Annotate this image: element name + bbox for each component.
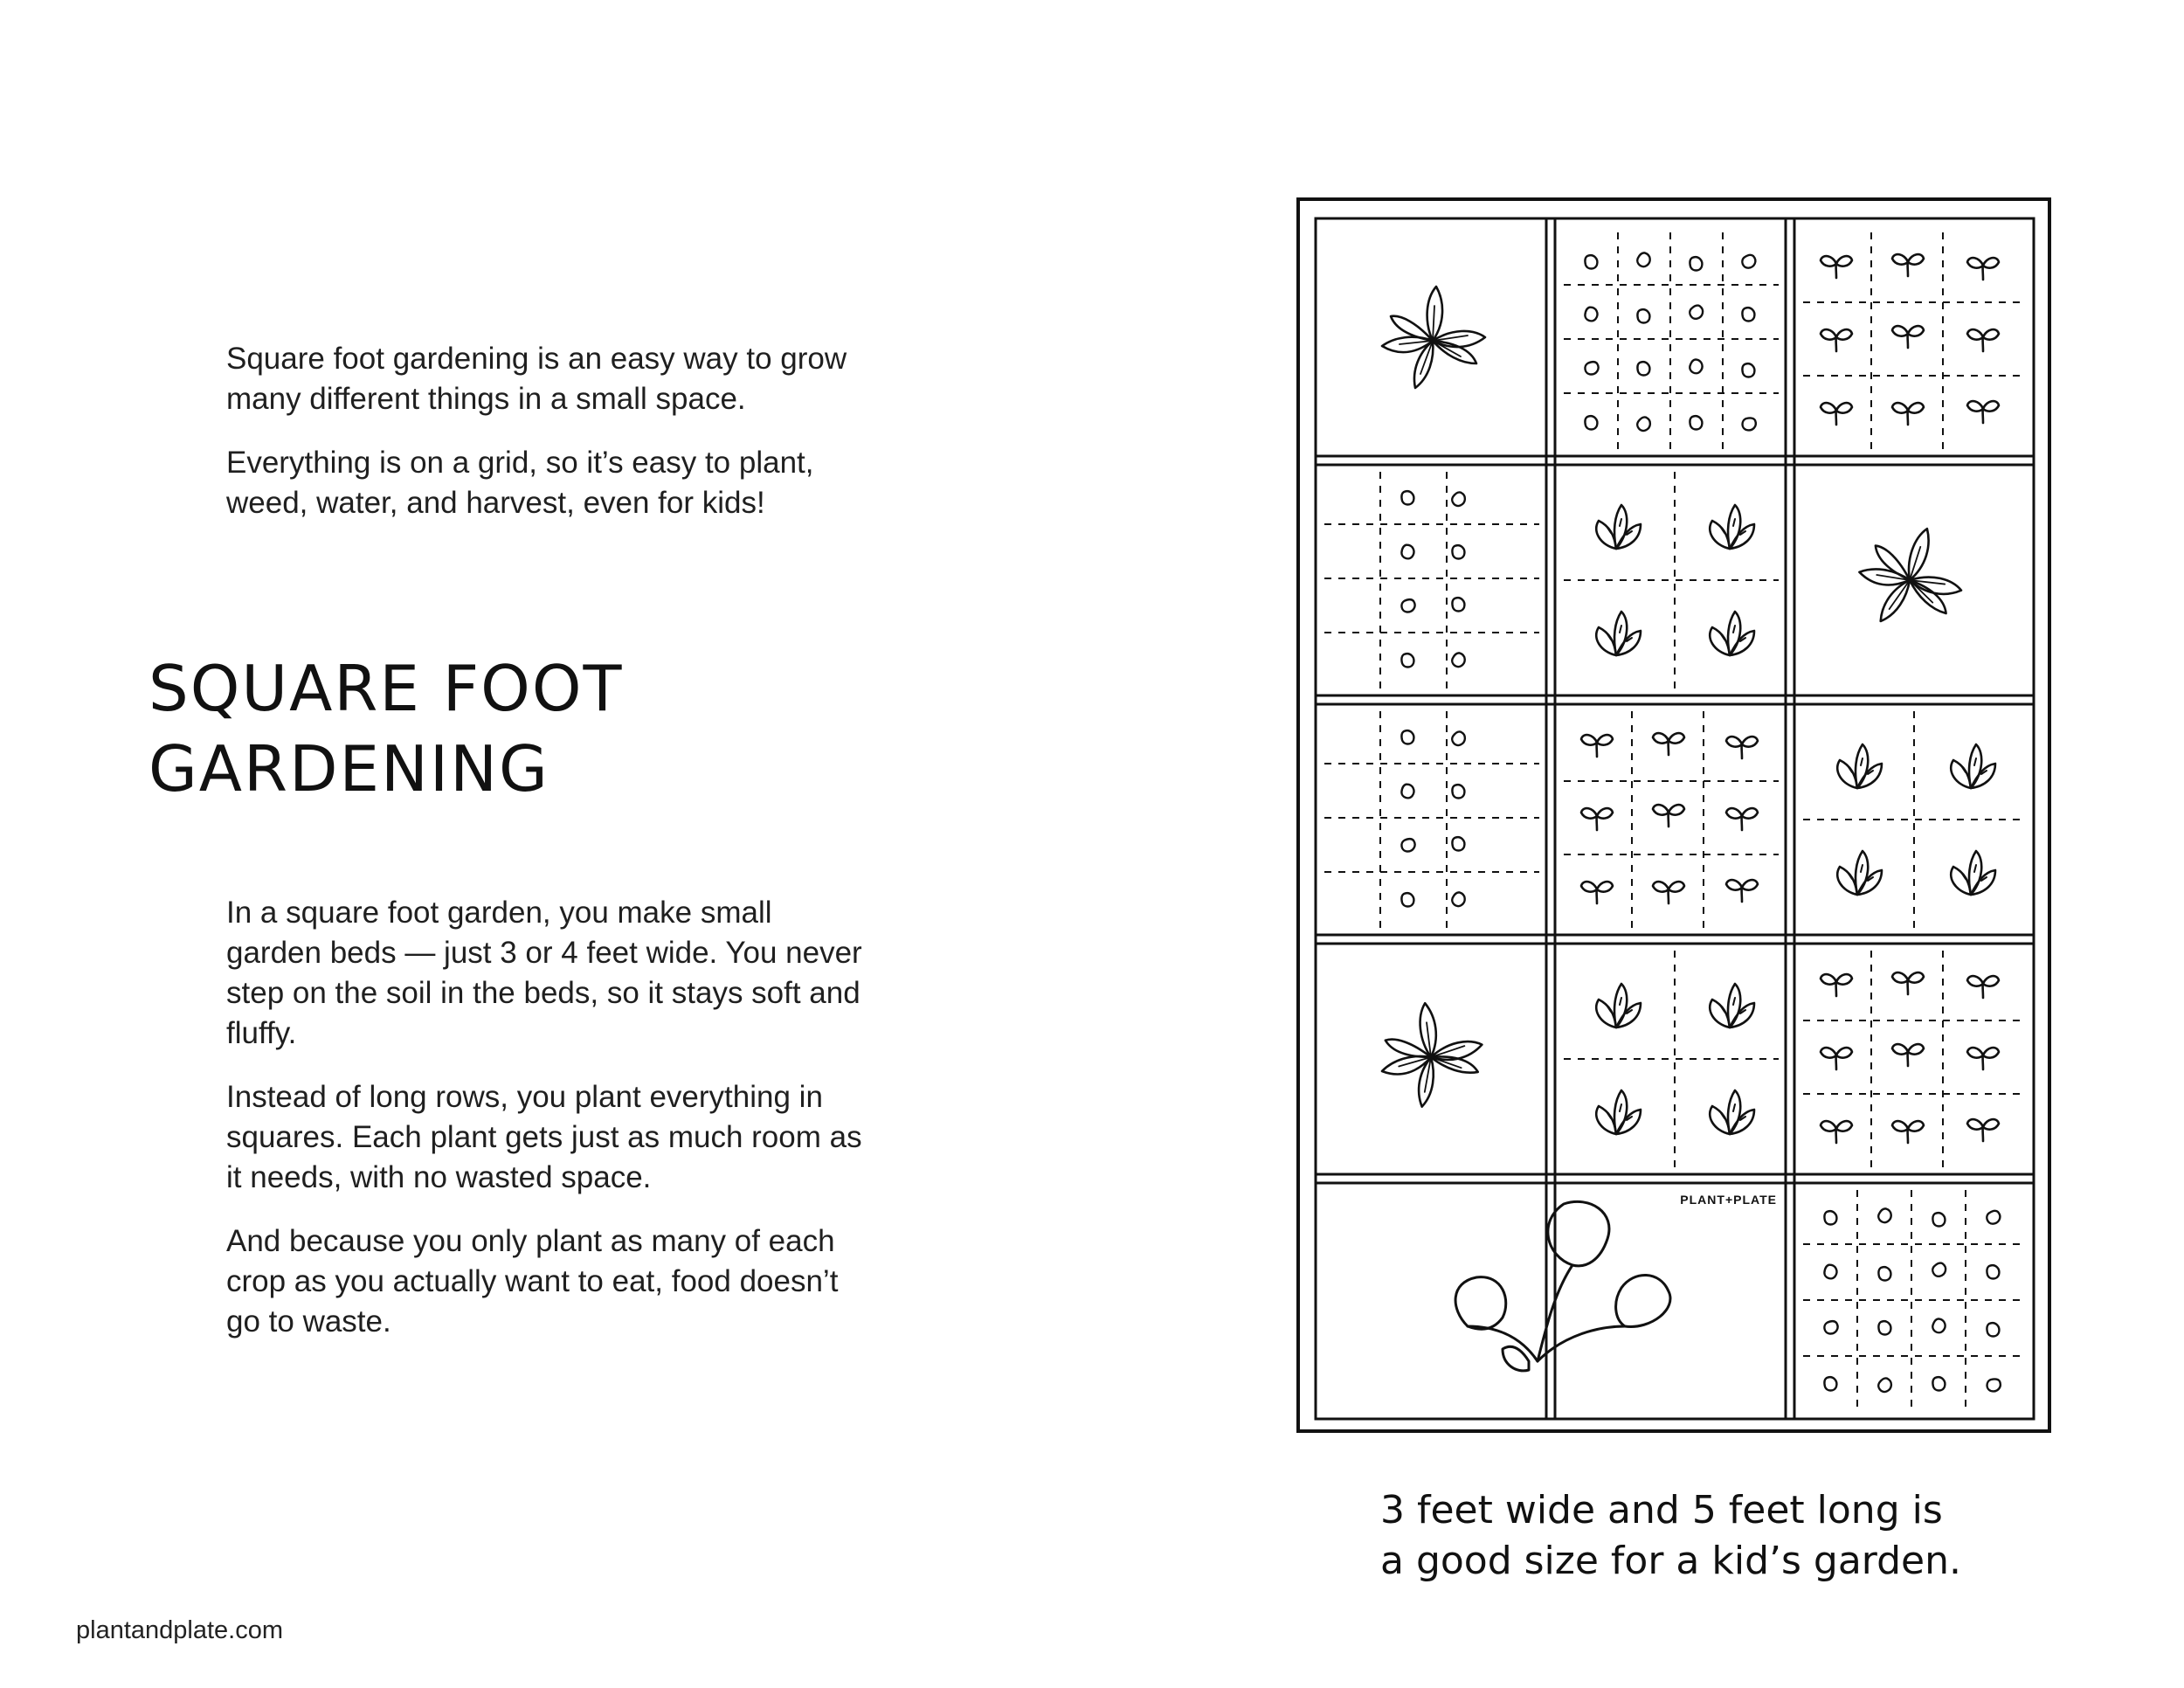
grid-square-r1-c1-large-plant bbox=[1382, 287, 1485, 388]
grid-square-r4-c3-sprouts bbox=[1803, 951, 2027, 1167]
brand-label: PLANT+PLATE bbox=[1680, 1193, 1777, 1207]
grid-square-r3-c1-seeds bbox=[1324, 711, 1539, 928]
caption-line-2: a good size for a kid’s garden. bbox=[1380, 1539, 1961, 1583]
grid-square-r5-c3-seeds bbox=[1803, 1190, 2027, 1412]
caption-line-1: 3 feet wide and 5 feet long is bbox=[1380, 1488, 1943, 1532]
grid-square-r4-c2-leafy bbox=[1564, 951, 1779, 1167]
body-paragraph-3: And because you only plant as many of each crop as you actually want to eat, food doesn’t go to waste. bbox=[226, 1224, 839, 1339]
footer-url: plantandplate.com bbox=[76, 1616, 283, 1644]
body-text bbox=[226, 893, 873, 1366]
body-paragraph-2: Instead of long rows, you plant everything in squares. Each plant gets just as much room as it needs, with no wasted space. bbox=[226, 1080, 862, 1194]
grid-square-r2-c1-seeds bbox=[1324, 472, 1539, 688]
intro-paragraph-2: Everything is on a grid, so it’s easy to plant, weed, water, and harvest, even for kids! bbox=[226, 446, 814, 520]
grid-square-r3-c2-sprouts bbox=[1564, 711, 1779, 928]
intro-paragraph-1: Square foot gardening is an easy way to grow many different things in a small space. bbox=[226, 342, 847, 416]
grid-square-r5-c1-c2-big-leaf-plant bbox=[1455, 1201, 1670, 1370]
grid-square-r3-c3-leafy bbox=[1803, 711, 2027, 928]
page-title bbox=[149, 648, 623, 809]
body-paragraph-1: In a square foot garden, you make small garden beds — just 3 or 4 feet wide. You never step on the soil in the beds, so it stays soft and fluffy. bbox=[226, 896, 862, 1050]
garden-caption bbox=[1380, 1485, 1961, 1587]
grid-square-r1-c3-sprouts bbox=[1803, 232, 2027, 449]
grid-square-r1-c2-seeds bbox=[1564, 232, 1779, 449]
intro-text bbox=[226, 339, 873, 547]
title-line-1: SQUARE FOOT bbox=[149, 652, 624, 725]
garden-bed-illustration bbox=[1293, 190, 2062, 1449]
title-line-2: GARDENING bbox=[149, 732, 549, 806]
grid-square-r4-c1-large-plant bbox=[1372, 995, 1490, 1113]
grid-square-r2-c2-leafy bbox=[1564, 472, 1779, 688]
grid-square-r2-c3-large-plant bbox=[1849, 515, 1974, 640]
